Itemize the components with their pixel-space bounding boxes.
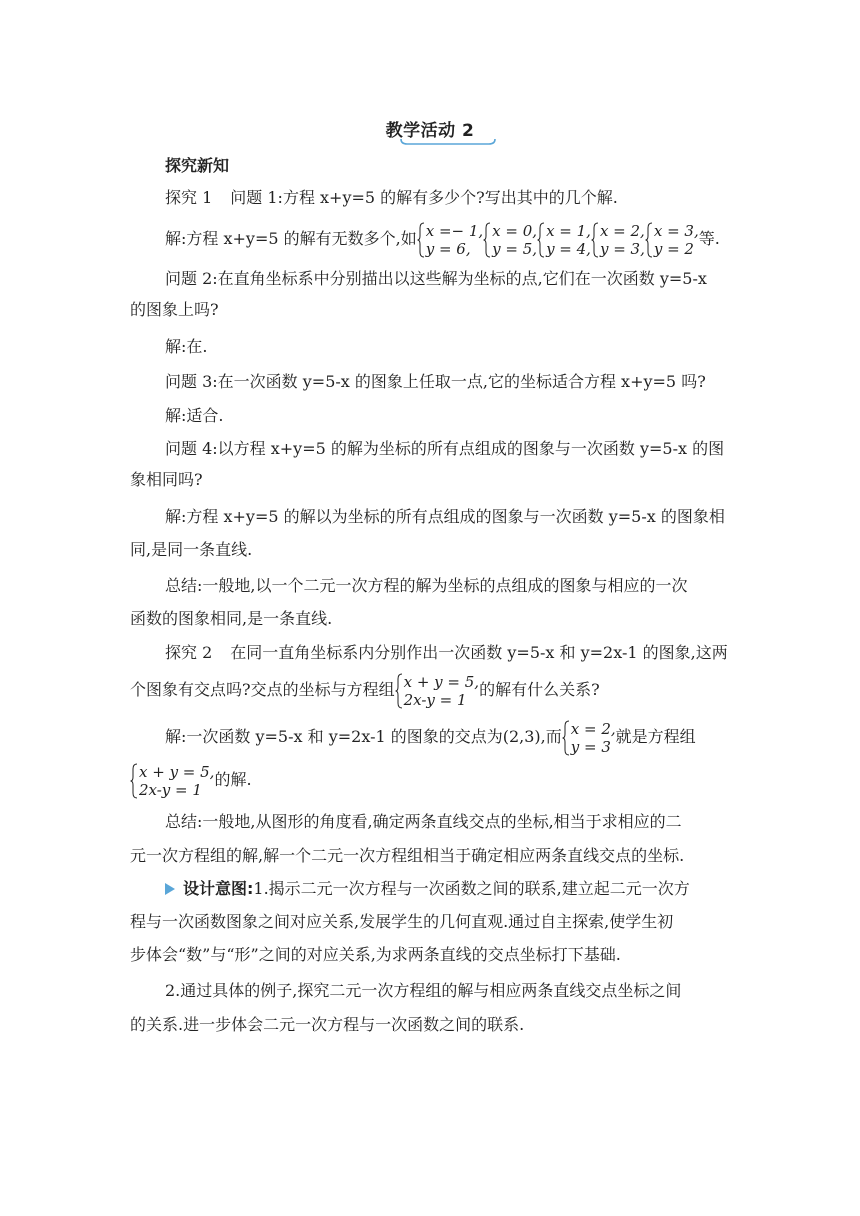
explore1-q4-line2: 象相同吗? [130, 470, 203, 489]
explore2-equation-system [395, 673, 479, 709]
solution-system-1-eq-2: y = 6, [425, 239, 471, 258]
explore2-solution-system [562, 720, 616, 756]
design-intent-text: 1.揭示二元一次方程与一次函数之间的联系,建立起二元一次方 [253, 879, 690, 898]
solution-system-2 [483, 222, 537, 258]
explore2-q-line1 [165, 642, 735, 664]
explore2-a-line2 [130, 760, 730, 800]
solution-system-1-eq-1: x =− 1, [425, 221, 484, 240]
explore1-a1-prefix: 解:方程 x+y=5 的解有无数多个,如 [165, 229, 417, 248]
explore2-a-line1 [165, 717, 735, 757]
explore2-summary-line1: 总结:一般地,从图形的角度看,确定两条直线交点的坐标,相当于求相应的二 [165, 812, 682, 831]
explore1-a1-suffix: 等. [698, 229, 720, 248]
solution-system-1 [417, 222, 483, 258]
solution-system-2-eq-1: x = 0, [492, 221, 538, 240]
explore1-q4-line1: 问题 4:以方程 x+y=5 的解为坐标的所有点组成的图象与一次函数 y=5-x 的图 [165, 439, 725, 458]
solution-system-5 [645, 222, 699, 258]
design-intent-line1 [165, 878, 735, 900]
explore1-q2-line1: 问题 2:在直角坐标系中分别描出以这些解为坐标的点,它们在一次函数 y=5-x [165, 269, 707, 288]
solution-eq-1: x = 2, [570, 719, 616, 738]
explore2-a-line1-suffix: 就是方程组 [615, 727, 696, 746]
explore2-q-line2 [130, 670, 730, 710]
explore2-a-line2-suffix: 的解. [214, 770, 252, 789]
system-eq-1: x + y = 5, [403, 672, 480, 691]
explore1-q1 [165, 187, 735, 209]
play-triangle-icon [165, 883, 175, 895]
explore1-q1-text: 问题 1:方程 x+y=5 的解有多少个?写出其中的几个解. [230, 188, 618, 207]
solution-system-3 [537, 222, 591, 258]
explore1-a2: 解:在. [165, 337, 208, 356]
explore2-q-line2-suffix: 的解有什么关系? [479, 680, 600, 699]
explore1-label: 探究 1 [165, 188, 213, 207]
explore1-a4-line2: 同,是同一条直线. [130, 540, 253, 559]
explore2-q-text: 在同一直角坐标系内分别作出一次函数 y=5-x 和 y=2x-1 的图象,这两 [230, 643, 728, 662]
explore1-a1 [165, 219, 735, 259]
solution-system-5-eq-2: y = 2 [653, 239, 694, 258]
solution-system-5-eq-1: x = 3, [653, 221, 699, 240]
explore2-label: 探究 2 [165, 643, 213, 662]
explore1-a3: 解:适合. [165, 406, 224, 425]
explore1-summary-line1: 总结:一般地,以一个二元一次方程的解为坐标的点组成的图象与相应的一次 [165, 576, 688, 595]
solution-system-4-eq-2: y = 3, [599, 239, 645, 258]
solution-system-3-eq-1: x = 1, [546, 221, 591, 240]
explore1-q3: 问题 3:在一次函数 y=5-x 的图象上任取一点,它的坐标适合方程 x+y=5 吗? [165, 372, 706, 391]
solution-system-2-eq-2: y = 5, [492, 239, 538, 258]
design-intent-label: 设计意图: [183, 879, 254, 898]
solution-system-4 [591, 222, 645, 258]
design-intent-p2-line1: 2.通过具体的例子,探究二元一次方程组的解与相应两条直线交点坐标之间 [165, 981, 682, 1000]
system-eq-2: 2x-y = 1 [403, 690, 467, 709]
explore2-summary-line2: 元一次方程组的解,解一个二元一次方程组相当于确定相应两条直线交点的坐标. [130, 846, 685, 865]
design-intent-p2-line2: 的关系.进一步体会二元一次方程与一次函数之间的联系. [130, 1015, 525, 1034]
explore1-summary-line2: 函数的图象相同,是一条直线. [130, 609, 333, 628]
page-title: 教学活动 2 [385, 121, 475, 141]
solution-eq-2: y = 3 [570, 737, 611, 756]
explore2-a-line1-prefix: 解:一次函数 y=5-x 和 y=2x-1 的图象的交点为(2,3),而 [165, 727, 562, 746]
explore1-a1-systems [417, 221, 699, 258]
solution-system-3-eq-2: y = 4, [546, 239, 591, 258]
title-underline-decoration [399, 138, 497, 146]
solution-system-4-eq-1: x = 2, [599, 221, 645, 240]
explore1-q2-line2: 的图象上吗? [130, 300, 219, 319]
system-eq-2: 2x-y = 1 [139, 780, 202, 799]
design-intent-line3: 步体会“数”与“形”之间的对应关系,为求两条直线的交点坐标打下基础. [130, 945, 621, 964]
section-heading: 探究新知 [165, 156, 230, 175]
explore1-a4-line1: 解:方程 x+y=5 的解以为坐标的所有点组成的图象与一次函数 y=5-x 的图象相 [165, 507, 725, 526]
explore2-q-line2-prefix: 个图象有交点吗?交点的坐标与方程组 [130, 680, 395, 699]
design-intent-line2: 程与一次函数图象之间对应关系,发展学生的几何直观.通过自主探索,使学生初 [130, 912, 674, 931]
explore2-a-equation-system [130, 763, 214, 799]
system-eq-1: x + y = 5, [139, 762, 215, 781]
